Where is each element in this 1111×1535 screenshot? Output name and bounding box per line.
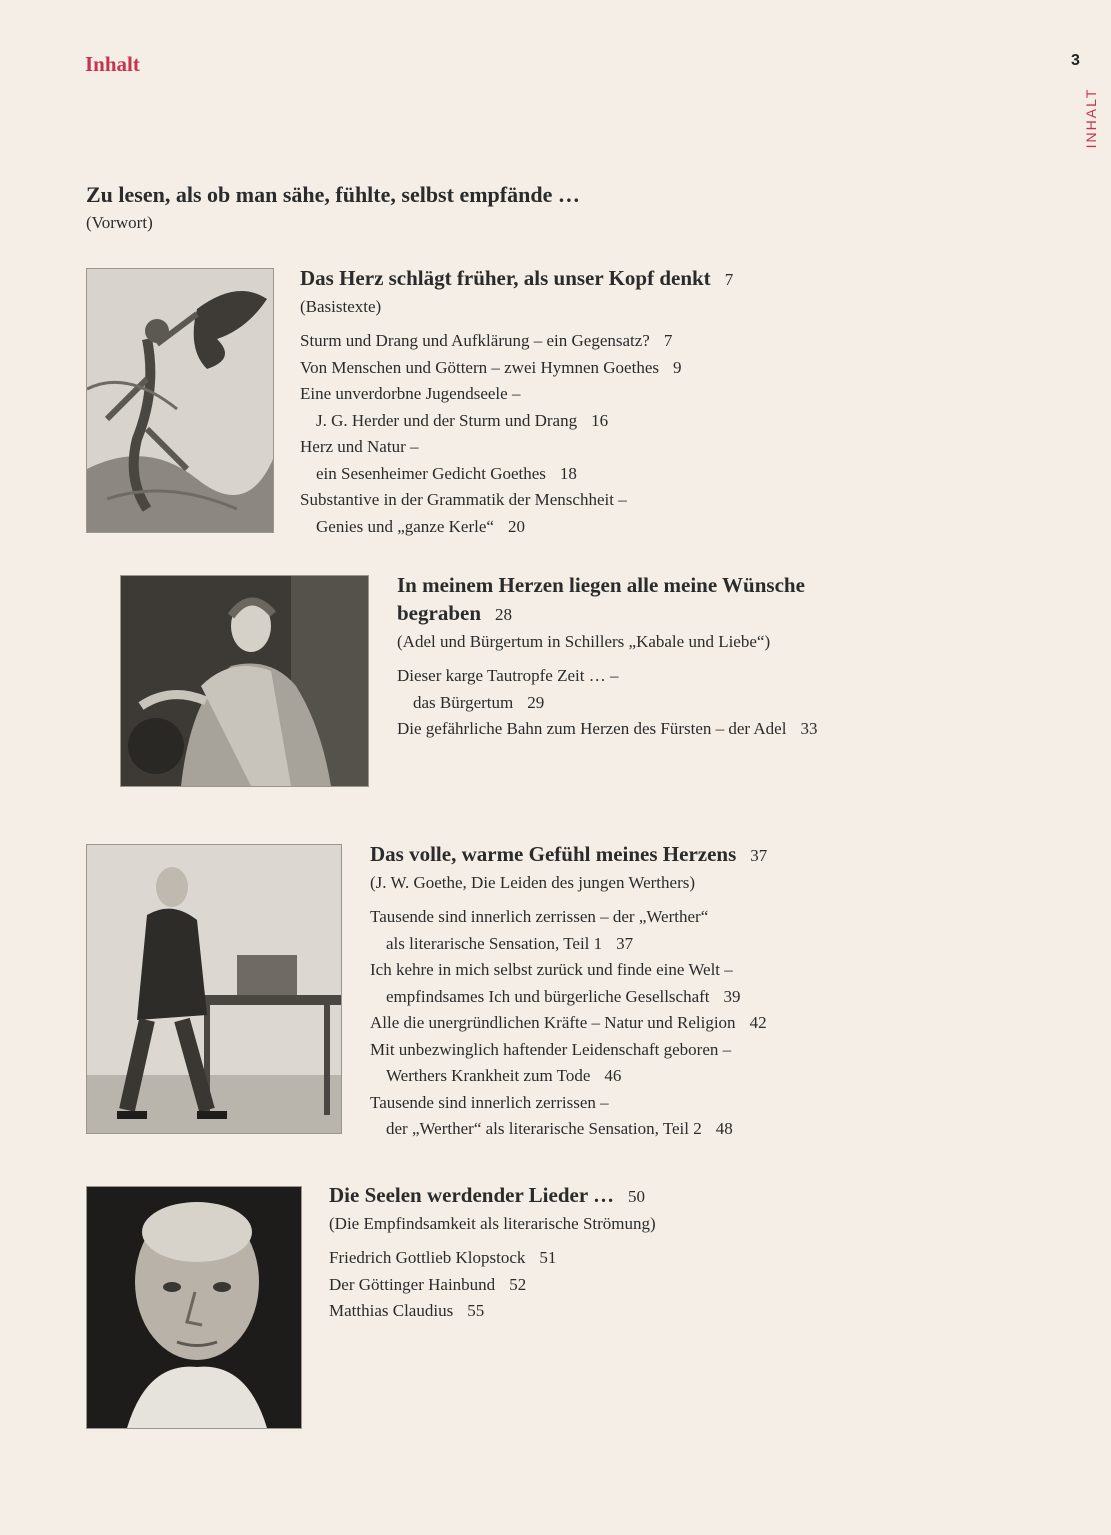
- section-4-page: 50: [628, 1187, 646, 1206]
- section-4: [329, 1181, 949, 1325]
- toc-entry[interactable]: Substantive in der Grammatik der Menschheit – Genies und „ganze Kerle“ 20: [300, 490, 627, 536]
- page-number: 3: [1071, 52, 1080, 69]
- werther-engraving-illustration: [87, 845, 341, 1133]
- winged-figure-illustration: [87, 269, 273, 532]
- section-2-illustration: [120, 575, 369, 787]
- preface-subtitle: (Vorwort): [86, 213, 153, 232]
- toc-entry[interactable]: Sturm und Drang und Aufklärung – ein Gegensatz? 7: [300, 331, 673, 350]
- section-4-title[interactable]: [329, 1181, 949, 1211]
- section-3-title-text[interactable]: Das volle, warme Gefühl meines Herzens: [370, 842, 737, 866]
- section-2-subtitle: (Adel und Bürgertum in Schillers „Kabale und Liebe“): [397, 632, 771, 651]
- section-2-title-line2[interactable]: begraben: [397, 601, 481, 625]
- toc-entry[interactable]: Alle die unergründlichen Kräfte – Natur und Religion 42: [370, 1013, 767, 1032]
- portrait-illustration: [87, 1187, 301, 1428]
- section-3-title[interactable]: [370, 840, 990, 870]
- preface-title[interactable]: Zu lesen, als ob man sähe, fühlte, selbst empfände …: [86, 182, 580, 207]
- side-running-label: INHALT: [1083, 87, 1099, 149]
- section-2-title[interactable]: [397, 571, 917, 629]
- section-1: [300, 264, 920, 540]
- section-1-title-text[interactable]: Das Herz schlägt früher, als unser Kopf denkt: [300, 266, 711, 290]
- toc-entry[interactable]: Der Göttinger Hainbund 52: [329, 1274, 527, 1294]
- section-3-page: 37: [750, 846, 768, 865]
- toc-entry[interactable]: Von Menschen und Göttern – zwei Hymnen Goethes 9: [300, 357, 682, 377]
- toc-entry[interactable]: Friedrich Gottlieb Klopstock 51: [329, 1248, 557, 1267]
- toc-entry[interactable]: Dieser karge Tautropfe Zeit … – das Bürgertum 29: [397, 666, 619, 712]
- section-2-page: 28: [495, 605, 512, 624]
- section-1-page: 7: [724, 270, 734, 289]
- toc-entry[interactable]: Ich kehre in mich selbst zurück und finde eine Welt – empfindsames Ich und bürgerliche Gesellschaft 39: [370, 960, 741, 1006]
- section-1-title[interactable]: [300, 264, 920, 294]
- toc-entry[interactable]: Herz und Natur – ein Sesenheimer Gedicht Goethes 18: [300, 437, 577, 483]
- section-2: [397, 571, 917, 743]
- page-header-label: Inhalt: [85, 52, 140, 76]
- section-3-illustration: [86, 844, 342, 1134]
- section-4-subtitle: (Die Empfindsamkeit als literarische Strömung): [329, 1214, 656, 1233]
- toc-entry[interactable]: Mit unbezwinglich haftender Leidenschaft geboren – Werthers Krankheit zum Tode 46: [370, 1039, 732, 1085]
- section-3-subtitle: (J. W. Goethe, Die Leiden des jungen Werthers): [370, 873, 696, 892]
- toc-entry[interactable]: Tausende sind innerlich zerrissen – der „Werther“ als literarische Sensation, Teil 1 37: [370, 907, 709, 953]
- section-3: [370, 840, 990, 1143]
- woman-engraving-illustration: [121, 576, 368, 786]
- section-2-title-line1[interactable]: In meinem Herzen liegen alle meine Wünsche: [397, 573, 805, 597]
- toc-entry[interactable]: Matthias Claudius 55: [329, 1301, 485, 1320]
- toc-entry[interactable]: Tausende sind innerlich zerrissen – der „Werther“ als literarische Sensation, Teil 2 48: [370, 1092, 733, 1138]
- section-4-illustration: [86, 1186, 302, 1429]
- section-1-illustration: [86, 268, 274, 533]
- section-1-subtitle: (Basistexte): [300, 297, 382, 316]
- section-4-title-text[interactable]: Die Seelen werdender Lieder …: [329, 1183, 615, 1207]
- toc-entry[interactable]: Die gefährliche Bahn zum Herzen des Fürsten – der Adel 33: [397, 719, 818, 738]
- toc-entry[interactable]: Eine unverdorbne Jugendseele – J. G. Herder und der Sturm und Drang 16: [300, 384, 609, 430]
